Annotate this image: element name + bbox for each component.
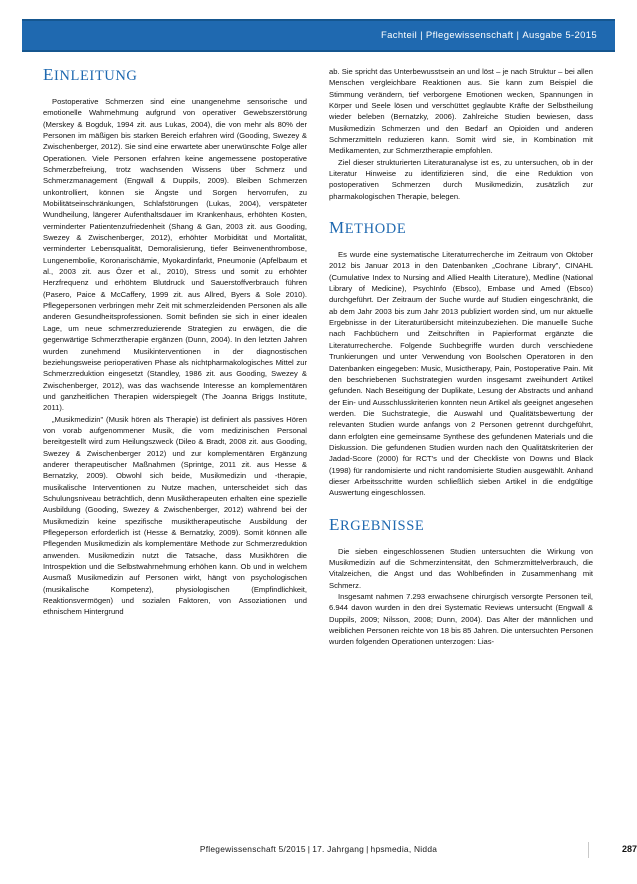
heading-einleitung: EINLEITUNG xyxy=(43,65,138,84)
footer-journal: Pflegewissenschaft 5/2015 xyxy=(199,844,306,854)
heading-ergebnisse: ERGEBNISSE xyxy=(329,514,425,534)
header-separator-1: | xyxy=(420,30,423,41)
paragraph-einleitung-1: Postoperative Schmerzen sind eine unangenehme sensorische und emotionelle Wahrnehmung aufgrund von operativer Gewebszerstörung (Merskey & Bogduk, 1994 zit. aus Lukas, 2004), die von mehr als 80% der Personen im mäßigen bis starken Bereich erfahren wird (Gooding, Swezey & Zwischenberger, 2012). Sie sind eine erwartete aber unerwünschte Folge aller Operationen. Viele Personen erfahren keine angemessene postoperative Schmerzbefreiung, trotz wachsenden Wissens über Schmerz und Schmerzmanagement (Engwall & Duppils, 2009). Bleiben Schmerzen unkontrolliert, können sie Ängste und Sorgen hervorrufen, zu Mobilitätseinschränkungen, Schlafstörungen (Lukas, 2004), verspäteter Wundheilung, längerer Aufenthaltsdauer im Krankenhaus, erhöhten Kosten, verminderter Patientenzufriedenheit (Shang & Gan, 2003 zit. aus Gooding, Swezey & Zwischenberger, 2012), erhöhter Morbidität und Mortalität, verminderter Lebensqualität, Demoralisierung, tiefer Beinvenenthrombose, Lungenembolie, Koronarischämie, Myokardinfarkt, Pneumonie (Apfelbaum et al., 2003 zit. aus Özer et al., 2010), Stress und somit zu erhöhter Herzfrequenz und erhöhtem Blutdruck und Sauerstoffverbrauch führen (Pasero, Paice & McCaffery, 1999 zit. aus Allred, Byers & Sole 2010). Pflegepersonen verbringen mehr Zeit mit schmerzleidenden Personen als alle anderen Gesundheitsprofessionen. Somit befinden sie sich in einer idealen Lage, um neue schmerzreduzierende Strategien zu erwägen, die die gegenwärtige Schmerztherapie ergänzen (Dunn, 2004). In den letzten Jahren wurden zunehmend Musikinterventionen in der diagnostischen beziehungsweise perioperativen Phase als nichtpharmakologisches Mittel zur Schmerzreduktion eingesetzt (Standley, 1986 zit. aus Gooding, Swezey & Zwischenberger, 2012), was das wachsende Interesse an komplementären und ganzheitlichen Therapien widerspiegelt (The Joanna Briggs Institute, 2011). xyxy=(43,96,307,413)
header-inner xyxy=(22,21,615,50)
footer-separator-2: | xyxy=(366,844,369,854)
footer-publisher: hpsmedia, Nidda xyxy=(370,844,438,854)
footer-volume: 17. Jahrgang xyxy=(312,844,365,854)
page-header-banner xyxy=(22,19,615,52)
paragraph-ergebnisse-2: Insgesamt nahmen 7.293 erwachsene chirurgisch versorgte Personen teil, 6.944 davon wurden in den drei Systematic Reviews untersucht (Engwall & Duppils, 2009; Nilsson, 2008; Dunn, 2004). Das Alter der männlichen und weiblichen Personen reichte von 18 bis 85 Jahren. Die untersuchten Personen wurden folgenden Operationen unterzogen: Lias- xyxy=(329,591,593,647)
paragraph-intro-continuation: ab. Sie spricht das Unterbewusstsein an und löst – je nach Struktur – bei allen Menschen vergleichbare Reaktionen aus. Sie kann zum Beispiel die Stimmung verändern, tief verborgene Emotionen wecken, Spannungen in Körper und Seele lösen und verschüttet geglaubte Kräfte der Selbstheilung wieder beleben (Bernatzky, 2006). Zahlreiche Studien bewiesen, dass Musikmedizin Schmerzen und den Bedarf an Opioiden und anderen Schmerzmitteln reduzieren kann. Somit wird sie, in Kombination mit Medikamenten, zur Schmerztherapie empfohlen. xyxy=(329,67,593,156)
header-separator-2: | xyxy=(516,30,520,41)
footer-separator-1: | xyxy=(307,844,311,854)
heading-methode: METHODE xyxy=(329,218,407,238)
page-number: 287 xyxy=(621,844,637,854)
footer-divider xyxy=(588,842,589,858)
paragraph-methode-1: Es wurde eine systematische Literaturrecherche im Zeitraum von Oktober 2012 bis Januar 2013 in den Datenbanken „Cochrane Library", CINAHL (Cumulative Index to Nursing and Allied Health Literature), Medline (National Library of Medicine), PsychInfo (Ebsco), Embase und Amed (Ebsco) durchgeführt. Der Zeitraum der Suche wurde auf Studien eingeschränkt, die ab dem Jahr 2003 bis zum Jahr 2013 publiziert worden sind, um nur aktuelle Ergebnisse in der Literaturübersicht miteinzubeziehen. Die manuelle Suche nach Fachbüchern und Zeitschriften in Papierformat ergänzte die Literaturrecherche. Folgende Suchbegriffe wurden durch verschiedene Trunkierungen und unter Verwendung von Boolschen Operatoren in den Datenbanken eingegeben: Music, Musictherapy, Pain, Postoperative Pain. Mit den beschriebenen Suchstrategien wurden insgesamt zweihundert Artikel gefunden. Nach Beseitigung der Duplikate, Lesung der Abstracts und anhand der Ein- und Ausschlusskriterien konnten neun Artikel als geeignet angesehen werden. Die Suchstrategie, die Auswahl und Qualitätsbewertung der relevanten Studien wurde anfangs von 2 Personen getrennt durchgeführt, dann erfolgten eine gemeinsame Synthese des gefundenen Materials und die Diskussion. Die gefundenen Studien wurden nach den Qualitätskriterien der Jadad-Score (2000) für RCT's und der Checkliste von Downs und Black (1998) für randomisierte und nicht randomisierte Studien ausgewählt. Anhand dieser Arbeitsschritte wurden schließlich sieben Artikel in die endgültige Auswertung eingeschlossen. xyxy=(329,250,593,498)
header-part-fachteil: Fachteil xyxy=(381,30,418,41)
paragraph-ergebnisse-1: Die sieben eingeschlossenen Studien untersuchten die Wirkung von Musikmedizin auf die Schmerzintensität, den Schmerzmittelverbrauch, die Vitalzeichen, die Angst und das Wohlbefinden in Zusammenhang mit Schmerz. xyxy=(329,546,593,590)
paragraph-einleitung-2: „Musikmedizin" (Musik hören als Therapie) ist definiert als passives Hören von vorab aufgenommener Musik, die vom medizinischen Personal bereitgestellt wird zum Heilungszweck (Dileo & Bradt, 2008 zit. aus Gooding, Swezey & Zwischenberger 2012) und zur komplementären Ergänzung anderer therapeutischer Maßnahmen (Sprintge, 2011 zit. aus Hesse & Bernatzky, 2009). Obwohl sich beide, Musikmedizin und -therapie, musikalische Interventionen zu Nutze machen, unterscheidet sich das Schulungsniveau beträchtlich, denn Musiktherapeuten erhalten eine spezielle Ausbildung (Gooding, Swezey & Zwischenberger, 2012) während bei der Musikmedizin keine spezifische musiktherapeutische Ausbildung der Pflegeperson erforderlich ist (Hesse & Bernatzky, 2009). Somit können alle Pflegenden Musikmedizin als komplementäre Methode zur Schmerzreduktion anwenden. Musikmedizin nutzt die Tatsache, dass Musikhören die Introspektion und die Selbstwahrnehmung erhöhen kann. Ob und in welchem Ausmaß Musikmedizin auf Personen wirkt, hängt von psychologischen (musikalische Kompetenz), physiologischen (Empfindlichkeit, Reaktionsvermögen) und sozialen Faktoren, von Assoziationen und ethnischem Hintergrund xyxy=(43,414,307,617)
paragraph-aim: Ziel dieser strukturierten Literaturanalyse ist es, zu untersuchen, ob in der Literatur Hinweise zu identifizieren sind, die eine Reduktion von postoperativen Schmerzen durch Musikmedizin, zusätzlich zur pharmakologischen Therapie, belegen. xyxy=(329,157,593,201)
article-columns xyxy=(43,66,594,826)
header-part-journal: Pflegewissenschaft xyxy=(425,30,514,41)
column-left xyxy=(43,66,307,826)
header-part-issue: Ausgabe 5-2015 xyxy=(522,30,597,41)
column-right xyxy=(329,66,593,826)
header-breadcrumb xyxy=(381,30,597,41)
page-footer xyxy=(43,844,594,854)
footer-citation xyxy=(200,844,437,854)
